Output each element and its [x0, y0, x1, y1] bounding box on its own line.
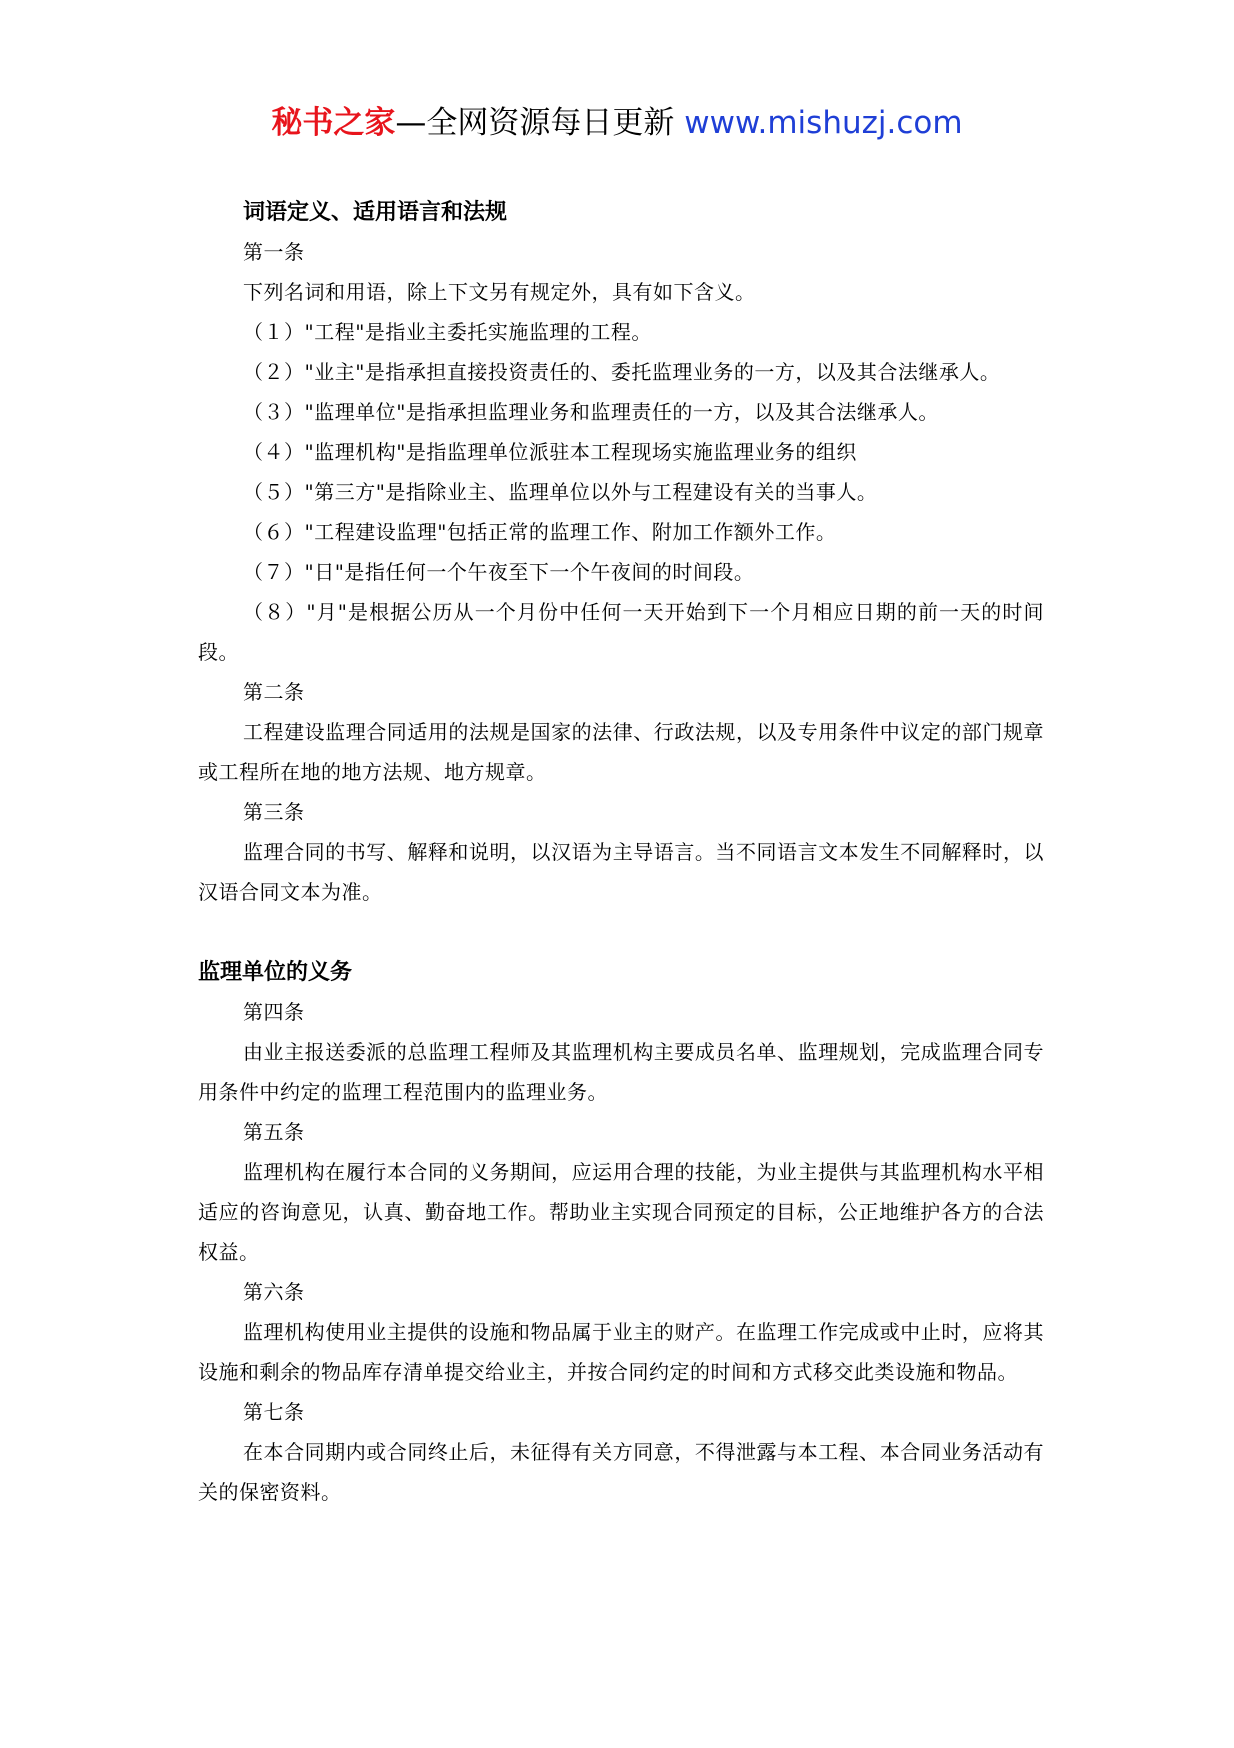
article-3-text: 监理合同的书写、解释和说明，以汉语为主导语言。当不同语言文本发生不同解释时，以汉语合同文本为准。: [198, 840, 1044, 904]
document-body: [198, 192, 1044, 1512]
section-heading-definitions: 词语定义、适用语言和法规: [243, 199, 508, 225]
article-4-title: 第四条: [243, 1000, 305, 1024]
article-3-title: 第三条: [243, 800, 305, 824]
article-4-text: 由业主报送委派的总监理工程师及其监理机构主要成员名单、监理规划，完成监理合同专用条件中约定的监理工程范围内的监理业务。: [198, 1040, 1044, 1104]
article-7-title: 第七条: [243, 1400, 305, 1424]
site-slogan: —全网资源每日更新: [395, 105, 685, 141]
article-7-text: 在本合同期内或合同终止后，未征得有关方同意，不得泄露与本工程、本合同业务活动有关的保密资料。: [198, 1440, 1044, 1504]
definition-item-2: （２）"业主"是指承担直接投资责任的、委托监理业务的一方，以及其合法继承人。: [243, 360, 1001, 384]
article-1-intro: 下列名词和用语，除上下文另有规定外，具有如下含义。: [243, 280, 756, 304]
article-1-title: 第一条: [243, 240, 305, 264]
article-5-title: 第五条: [243, 1120, 305, 1144]
definition-item-3: （３）"监理单位"是指承担监理业务和监理责任的一方，以及其合法继承人。: [243, 400, 939, 424]
site-banner: [0, 100, 1234, 146]
section-heading-obligations: 监理单位的义务: [198, 959, 353, 985]
article-2-title: 第二条: [243, 680, 305, 704]
section-spacer: [198, 912, 1044, 952]
definition-item-5: （５）"第三方"是指除业主、监理单位以外与工程建设有关的当事人。: [243, 480, 878, 504]
article-6-title: 第六条: [243, 1280, 305, 1304]
site-url-link[interactable]: www.mishuzj.com: [684, 105, 963, 141]
article-6-text: 监理机构使用业主提供的设施和物品属于业主的财产。在监理工作完成或中止时，应将其设施和剩余的物品库存清单提交给业主，并按合同约定的时间和方式移交此类设施和物品。: [198, 1320, 1044, 1384]
article-5-text: 监理机构在履行本合同的义务期间，应运用合理的技能，为业主提供与其监理机构水平相适应的咨询意见，认真、勤奋地工作。帮助业主实现合同预定的目标，公正地维护各方的合法权益。: [198, 1160, 1044, 1264]
site-name: 秘书之家: [271, 105, 396, 141]
definition-item-8: （８）"月"是根据公历从一个月份中任何一天开始到下一个月相应日期的前一天的时间段。: [198, 600, 1044, 664]
definition-item-7: （７）"日"是指任何一个午夜至下一个午夜间的时间段。: [243, 560, 755, 584]
definition-item-4: （４）"监理机构"是指监理单位派驻本工程现场实施监理业务的组织: [243, 440, 857, 464]
definition-item-6: （６）"工程建设监理"包括正常的监理工作、附加工作额外工作。: [243, 520, 837, 544]
definition-item-1: （１）"工程"是指业主委托实施监理的工程。: [243, 320, 652, 344]
article-2-text: 工程建设监理合同适用的法规是国家的法律、行政法规，以及专用条件中议定的部门规章或工程所在地的地方法规、地方规章。: [198, 720, 1044, 784]
